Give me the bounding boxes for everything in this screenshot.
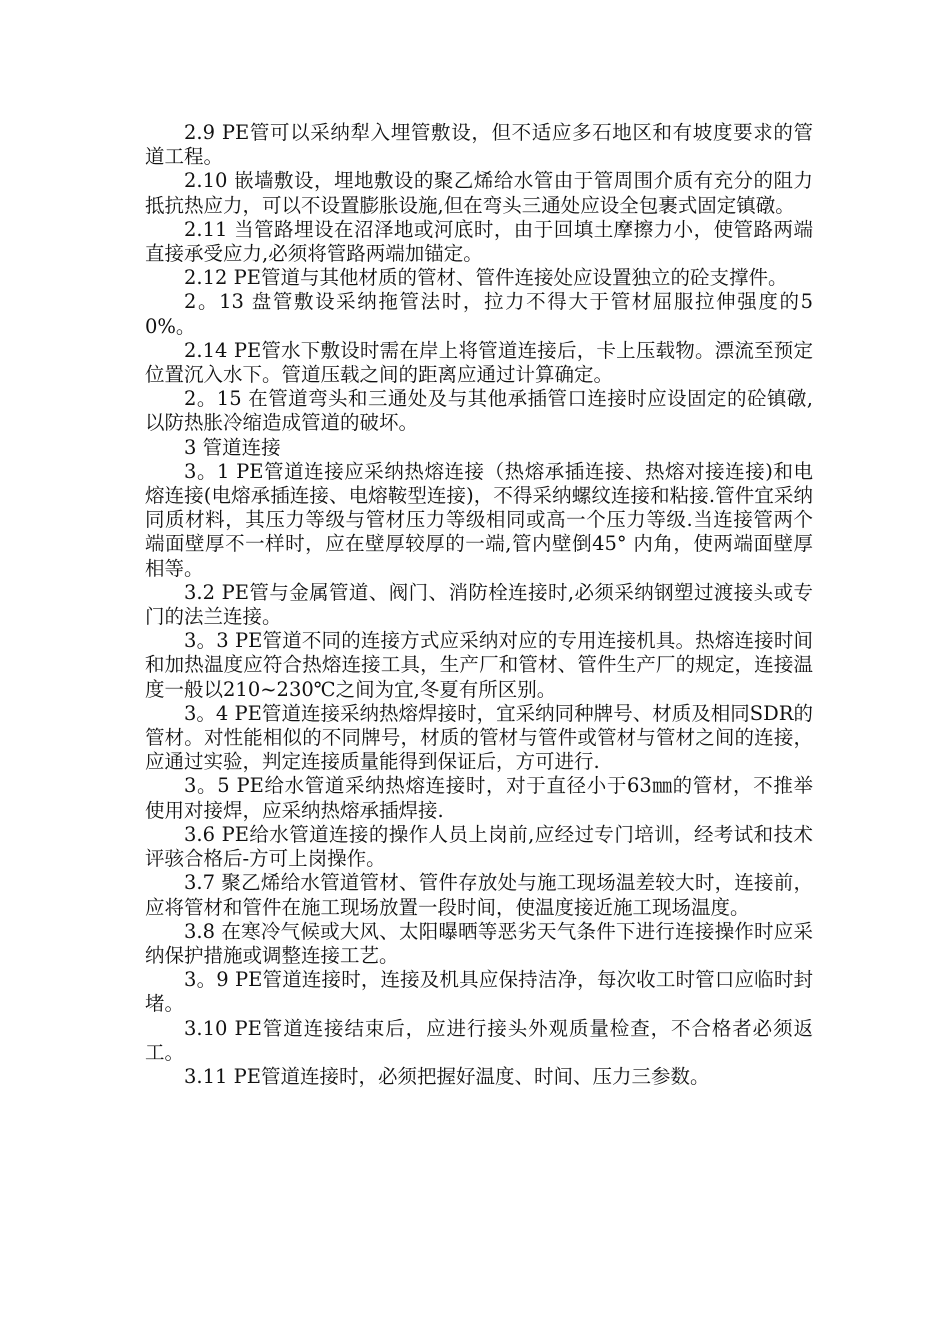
- section-heading-3: 3 管道连接: [184, 435, 281, 459]
- paragraph-3-2: 3.2 PE管与金属管道、阀门、消防栓连接时,必须采纳钢塑过渡接头或专门的法兰连接。: [145, 580, 813, 629]
- paragraph-2-9: 2.9 PE管可以采纳犁入埋管敷设，但不适应多石地区和有坡度要求的管道工程。: [145, 121, 813, 169]
- paragraph-2-10: 2.10 嵌墙敷设，埋地敷设的聚乙烯给水管由于管周围介质有充分的阻力抵抗热应力，可以不设置膨胀设施,但在弯头三通处应设全包裹式固定镇礅。: [145, 169, 813, 217]
- paragraph-2-15: 2。15 在管道弯头和三通处及与其他承插管口连接时应设固定的砼镇礅,以防热胀冷缩造成管道的破坏。: [145, 387, 813, 435]
- paragraph-3-9: 3。9 PE管道连接时，连接及机具应保持洁净，每次收工时管口应临时封堵。: [145, 968, 813, 1016]
- paragraph-3-4: 3。4 PE管道连接采纳热熔焊接时，宜采纳同种牌号、材质及相同SDR的管材。对性能相似的不同牌号，材质的管材与管件或管材与管材之间的连接，应通过实验，判定连接质量能得到保证后，方可进行.: [145, 701, 813, 774]
- paragraph-3-5: 3。5 PE给水管道采纳热熔连接时，对于直径小于63㎜的管材，不推举使用对接焊，应采纳热熔承插焊接.: [145, 774, 813, 822]
- paragraph-2-13: 2。13 盘管敷设采纳拖管法时，拉力不得大于管材屈服拉伸强度的50%。: [145, 290, 813, 338]
- paragraph-3-8: 3.8 在寒冷气候或大风、太阳曝晒等恶劣天气条件下进行连接操作时应采纳保护措施或调整连接工艺。: [145, 919, 813, 967]
- document-body: [145, 121, 813, 1089]
- paragraph-3-6: 3.6 PE给水管道连接的操作人员上岗前,应经过专门培训，经考试和技术评骇合格后-方可上岗操作。: [145, 822, 813, 871]
- paragraph-3-1: 3。1 PE管道连接应采纳热熔连接（热熔承插连接、热熔对接连接)和电熔连接(电熔承插连接、电熔鞍型连接)，不得采纳螺纹连接和粘接.管件宜采纳同质材料，其压力等级与管材压力等级相同或高一个压力等级.当连接管两个端面壁厚不一样时，应在壁厚较厚的一端,管内壁倒45° 内角，使两端面壁厚相等。: [145, 459, 813, 580]
- paragraph-2-14: 2.14 PE管水下敷设时需在岸上将管道连接后，卡上压载物。漂流至预定位置沉入水下。管道压载之间的距离应通过计算确定。: [145, 338, 813, 387]
- paragraph-3-11: 3.11 PE管道连接时，必须把握好温度、时间、压力三参数。: [184, 1064, 710, 1088]
- paragraph-3-7: 3.7 聚乙烯给水管道管材、管件存放处与施工现场温差较大时，连接前，应将管材和管件在施工现场放置一段时间，使温度接近施工现场温度。: [145, 871, 813, 919]
- paragraph-2-12: 2.12 PE管道与其他材质的管材、管件连接处应设置独立的砼支撑件。: [184, 266, 788, 290]
- paragraph-3-10: 3.10 PE管道连接结束后，应进行接头外观质量检查，不合格者必须返工。: [145, 1016, 813, 1064]
- paragraph-3-3: 3。3 PE管道不同的连接方式应采纳对应的专用连接机具。热熔连接时间和加热温度应符合热熔连接工具，生产厂和管材、管件生产厂的规定，连接温度一般以210~230℃之间为宜,冬夏有所区别。: [145, 629, 813, 701]
- paragraph-2-11: 2.11 当管路埋设在沼泽地或河底时，由于回填土摩擦力小，使管路两端直接承受应力,必须将管路两端加锚定。: [145, 217, 813, 266]
